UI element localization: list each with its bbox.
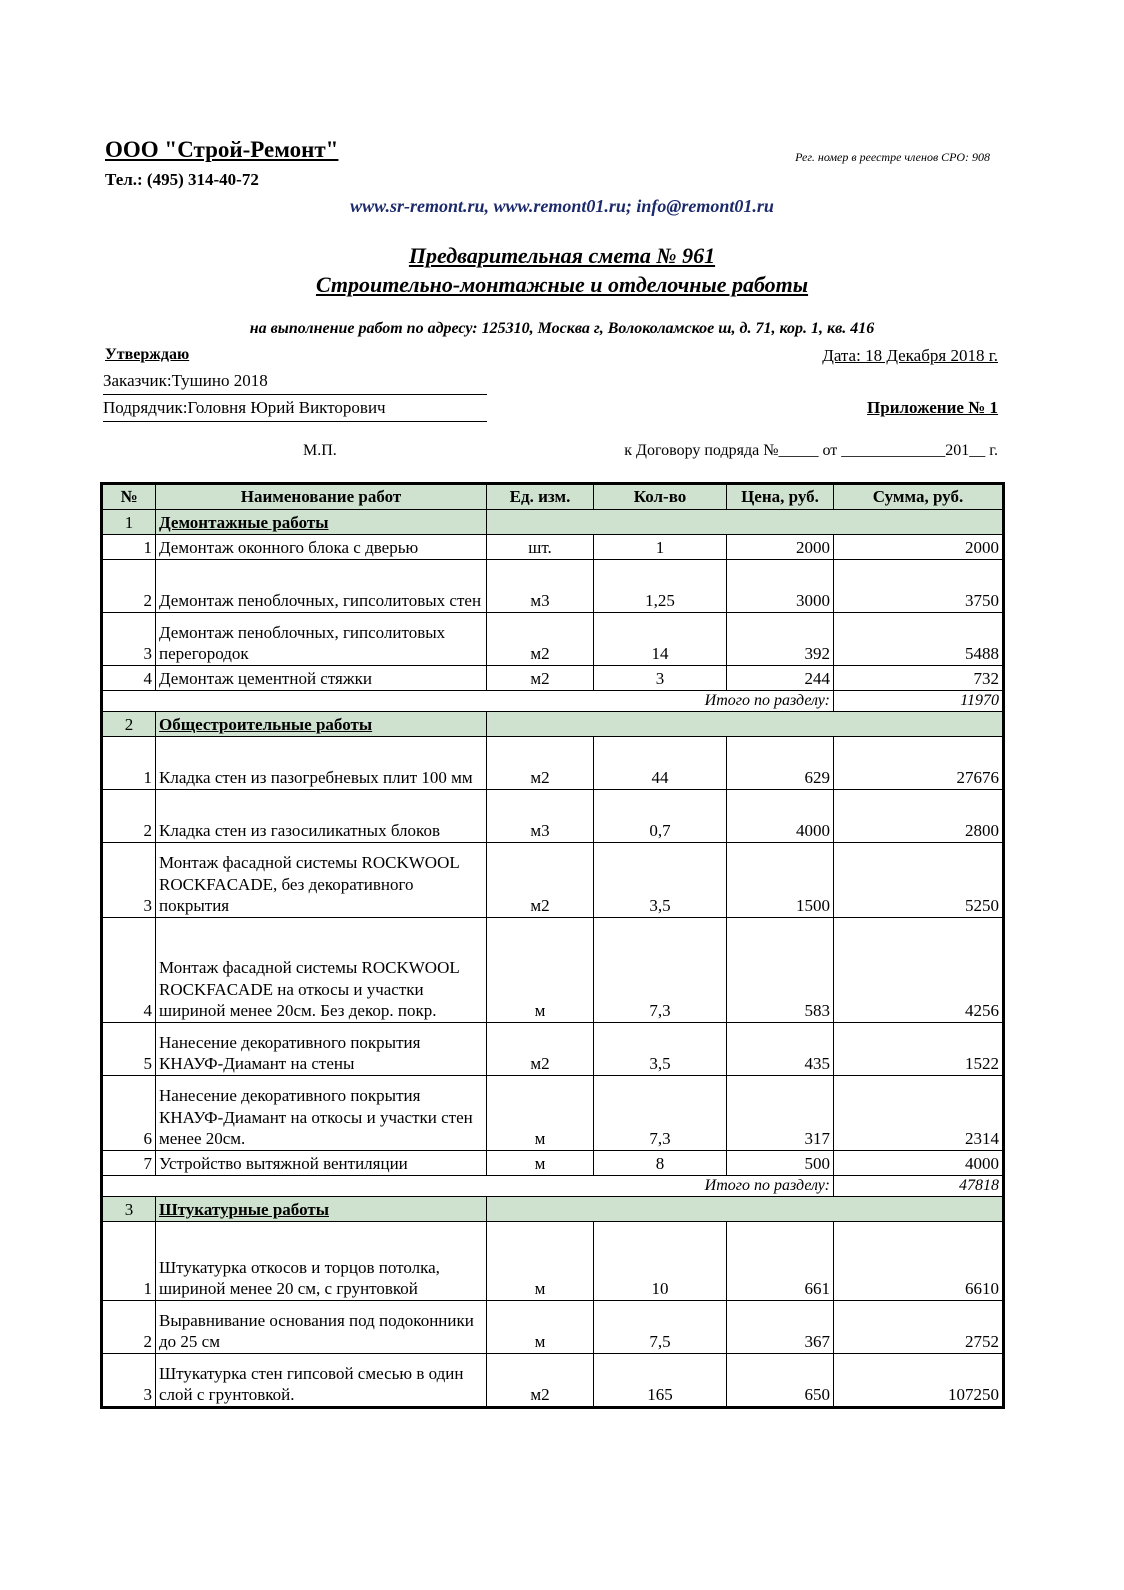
section-row [102, 712, 1004, 737]
row-number: 6 [102, 1076, 156, 1151]
row-number: 5 [102, 1023, 156, 1076]
row-number: 4 [102, 666, 156, 691]
row-number: 1 [102, 737, 156, 790]
row-sum: 732 [834, 666, 1004, 691]
table-row [102, 1151, 1004, 1176]
row-unit: м [487, 918, 594, 1023]
row-quantity: 7,5 [594, 1301, 727, 1354]
row-sum: 2000 [834, 535, 1004, 560]
row-quantity: 3,5 [594, 843, 727, 918]
row-quantity: 7,3 [594, 918, 727, 1023]
row-price: 392 [727, 613, 834, 666]
row-price: 1500 [727, 843, 834, 918]
row-quantity: 1,25 [594, 560, 727, 613]
document-title: Предварительная смета № 961 [408, 243, 716, 268]
row-quantity: 3,5 [594, 1023, 727, 1076]
row-work-name: Штукатурка стен гипсовой смесью в один слой с грунтовкой. [156, 1354, 487, 1408]
section-name: Демонтажные работы [156, 510, 487, 535]
row-number: 3 [102, 1354, 156, 1408]
section-row [102, 510, 1004, 535]
company-phone: Тел.: (495) 314-40-72 [105, 170, 259, 189]
table-row [102, 1076, 1004, 1151]
col-header-qty: Кол-во [594, 484, 727, 510]
section-number: 3 [102, 1197, 156, 1222]
row-sum: 5250 [834, 843, 1004, 918]
col-header-sum: Сумма, руб. [834, 484, 1004, 510]
row-price: 500 [727, 1151, 834, 1176]
row-sum: 1522 [834, 1023, 1004, 1076]
row-sum: 5488 [834, 613, 1004, 666]
row-price: 367 [727, 1301, 834, 1354]
row-number: 1 [102, 1222, 156, 1301]
row-price: 244 [727, 666, 834, 691]
contractor-field: Подрядчик:Головня Юрий Викторович [103, 398, 487, 422]
row-number: 4 [102, 918, 156, 1023]
row-sum: 2752 [834, 1301, 1004, 1354]
section-name: Общестроительные работы [156, 712, 487, 737]
row-quantity: 8 [594, 1151, 727, 1176]
row-work-name: Устройство вытяжной вентиляции [156, 1151, 487, 1176]
row-sum: 27676 [834, 737, 1004, 790]
row-unit: м [487, 1301, 594, 1354]
table-row [102, 843, 1004, 918]
row-price: 4000 [727, 790, 834, 843]
row-number: 1 [102, 535, 156, 560]
section-total-value: 11970 [834, 691, 1004, 712]
row-unit: м2 [487, 666, 594, 691]
row-number: 2 [102, 790, 156, 843]
row-work-name: Демонтаж цементной стяжки [156, 666, 487, 691]
row-quantity: 7,3 [594, 1076, 727, 1151]
row-quantity: 1 [594, 535, 727, 560]
row-sum: 6610 [834, 1222, 1004, 1301]
col-header-name: Наименование работ [156, 484, 487, 510]
row-number: 3 [102, 613, 156, 666]
document-date: Дата: 18 Декабря 2018 г. [822, 346, 998, 365]
document-subtitle: Строительно-монтажные и отделочные работы [315, 272, 809, 297]
row-quantity: 44 [594, 737, 727, 790]
row-sum: 107250 [834, 1354, 1004, 1408]
row-work-name: Выравнивание основания под подоконники до 25 см [156, 1301, 487, 1354]
section-number: 1 [102, 510, 156, 535]
row-unit: м2 [487, 1023, 594, 1076]
col-header-unit: Ед. изм. [487, 484, 594, 510]
row-unit: м3 [487, 560, 594, 613]
table-row [102, 666, 1004, 691]
table-header-row [102, 484, 1004, 510]
row-work-name: Кладка стен из пазогребневых плит 100 мм [156, 737, 487, 790]
approve-label: Утверждаю [105, 346, 190, 363]
section-filler [487, 510, 1004, 535]
row-price: 583 [727, 918, 834, 1023]
stamp-place: М.П. [303, 442, 337, 459]
row-work-name: Штукатурка откосов и торцов потолка, шириной менее 20 см, с грунтовкой [156, 1222, 487, 1301]
section-name: Штукатурные работы [156, 1197, 487, 1222]
section-total-label: Итого по разделу: [102, 691, 834, 712]
row-work-name: Монтаж фасадной системы ROCKWOOL ROCKFACADE на откосы и участки шириной менее 20см. Без декор. покр. [156, 918, 487, 1023]
work-address: на выполнение работ по адресу: 125310, Москва г, Волоколамское ш, д. 71, кор. 1, кв. 416 [249, 320, 875, 337]
appendix-label: Приложение № 1 [867, 398, 998, 417]
customer-field: Заказчик:Тушино 2018 [103, 371, 487, 395]
row-unit: м2 [487, 613, 594, 666]
section-number: 2 [102, 712, 156, 737]
row-sum: 2314 [834, 1076, 1004, 1151]
row-number: 3 [102, 843, 156, 918]
section-row [102, 1197, 1004, 1222]
row-unit: м2 [487, 843, 594, 918]
row-work-name: Демонтаж оконного блока с дверью [156, 535, 487, 560]
row-quantity: 10 [594, 1222, 727, 1301]
row-number: 2 [102, 560, 156, 613]
row-price: 317 [727, 1076, 834, 1151]
table-row [102, 1023, 1004, 1076]
row-sum: 2800 [834, 790, 1004, 843]
row-work-name: Нанесение декоративного покрытия КНАУФ-Диамант на стены [156, 1023, 487, 1076]
row-quantity: 0,7 [594, 790, 727, 843]
sro-registration: Рег. номер в реестре членов СРО: 908 [795, 150, 990, 164]
row-sum: 4256 [834, 918, 1004, 1023]
row-quantity: 14 [594, 613, 727, 666]
table-row [102, 613, 1004, 666]
table-row [102, 1301, 1004, 1354]
row-quantity: 165 [594, 1354, 727, 1408]
col-header-num: № [102, 484, 156, 510]
section-total-value: 47818 [834, 1176, 1004, 1197]
table-row [102, 737, 1004, 790]
row-work-name: Демонтаж пеноблочных, гипсолитовых стен [156, 560, 487, 613]
row-number: 2 [102, 1301, 156, 1354]
row-unit: м3 [487, 790, 594, 843]
col-header-price: Цена, руб. [727, 484, 834, 510]
row-work-name: Кладка стен из газосиликатных блоков [156, 790, 487, 843]
row-quantity: 3 [594, 666, 727, 691]
row-unit: м2 [487, 1354, 594, 1408]
table-row [102, 1354, 1004, 1408]
row-price: 661 [727, 1222, 834, 1301]
row-work-name: Монтаж фасадной системы ROCKWOOL ROCKFACADE, без декоративного покрытия [156, 843, 487, 918]
section-filler [487, 712, 1004, 737]
row-price: 629 [727, 737, 834, 790]
section-total-row [102, 691, 1004, 712]
estimate-table [100, 482, 1005, 1409]
section-total-label: Итого по разделу: [102, 1176, 834, 1197]
row-sum: 3750 [834, 560, 1004, 613]
row-price: 3000 [727, 560, 834, 613]
section-filler [487, 1197, 1004, 1222]
row-price: 2000 [727, 535, 834, 560]
table-row [102, 918, 1004, 1023]
row-number: 7 [102, 1151, 156, 1176]
company-name: ООО "Строй-Ремонт" [105, 137, 339, 162]
row-unit: м [487, 1151, 594, 1176]
row-unit: м [487, 1222, 594, 1301]
company-web[interactable]: www.sr-remont.ru, www.remont01.ru; info@remont01.ru [350, 196, 774, 216]
row-unit: м2 [487, 737, 594, 790]
row-sum: 4000 [834, 1151, 1004, 1176]
contract-reference: к Договору подряда №_____ от _____________201__ г. [624, 442, 998, 459]
row-unit: м [487, 1076, 594, 1151]
table-row [102, 790, 1004, 843]
section-total-row [102, 1176, 1004, 1197]
table-row [102, 560, 1004, 613]
row-work-name: Нанесение декоративного покрытия КНАУФ-Диамант на откосы и участки стен менее 20см. [156, 1076, 487, 1151]
row-price: 650 [727, 1354, 834, 1408]
row-unit: шт. [487, 535, 594, 560]
row-price: 435 [727, 1023, 834, 1076]
row-work-name: Демонтаж пеноблочных, гипсолитовых перегородок [156, 613, 487, 666]
table-row [102, 1222, 1004, 1301]
table-row [102, 535, 1004, 560]
